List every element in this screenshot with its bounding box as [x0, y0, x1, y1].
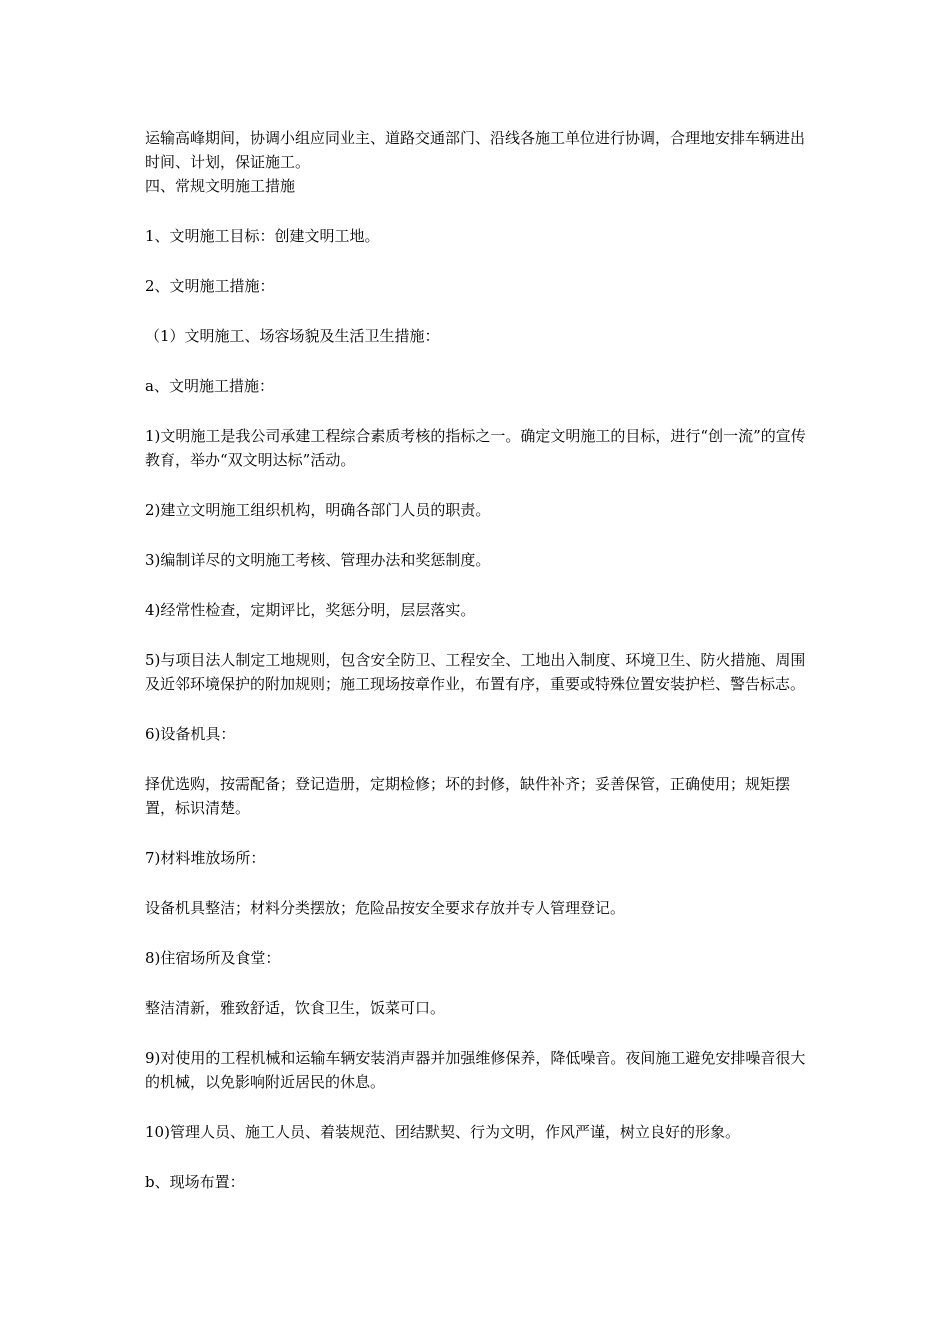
point-10: 10)管理人员、施工人员、着装规范、团结默契、行为文明，作风严谨，树立良好的形象。 [145, 1123, 740, 1141]
point-7-body: 设备机具整洁；材料分类摆放；危险品按安全要求存放并专人管理登记。 [145, 899, 626, 917]
point-9: 9)对使用的工程机械和运输车辆安装消声器并加强维修保养，降低噪音。夜间施工避免安排噪音很大的机械，以免影响附近居民的休息。 [145, 1049, 806, 1091]
point-2: 2)建立文明施工组织机构，明确各部门人员的职责。 [145, 501, 491, 519]
point-3: 3)编制详尽的文明施工考核、管理办法和奖惩制度。 [145, 551, 491, 569]
subitem-site-hygiene: （1）文明施工、场容场貌及生活卫生措施： [145, 327, 440, 345]
item-measures: 2、文明施工措施： [145, 277, 275, 295]
point-4: 4)经常性检查，定期评比，奖惩分明，层层落实。 [145, 601, 476, 619]
item-goal: 1、文明施工目标：创建文明工地。 [145, 227, 380, 245]
point-8-heading: 8)住宿场所及食堂： [145, 949, 281, 967]
subitem-a-measures: a、文明施工措施： [145, 377, 274, 395]
subitem-b-site-layout: b、现场布置： [145, 1173, 245, 1191]
point-6-body: 择优选购，按需配备；登记造册，定期检修；坏的封修，缺件补齐；妥善保管，正确使用；规矩摆置，标识清楚。 [145, 775, 791, 817]
point-1: 1)文明施工是我公司承建工程综合素质考核的指标之一。确定文明施工的目标，进行“创一流”的宣传教育，举办“双文明达标”活动。 [145, 427, 806, 469]
point-6-heading: 6)设备机具： [145, 725, 236, 743]
point-5: 5)与项目法人制定工地规则，包含安全防卫、工程安全、工地出入制度、环境卫生、防火措施、周围及近邻环境保护的附加规则；施工现场按章作业，布置有序，重要或特殊位置安装护栏、警告标志。 [145, 651, 806, 693]
section-heading-civilized-construction: 四、常规文明施工措施 [145, 177, 296, 195]
point-8-body: 整洁清新，雅致舒适，饮食卫生，饭菜可口。 [145, 999, 446, 1017]
paragraph-traffic-coordination: 运输高峰期间，协调小组应同业主、道路交通部门、沿线各施工单位进行协调，合理地安排车辆进出时间、计划，保证施工。 [145, 129, 806, 171]
document-page [145, 126, 809, 1194]
point-7-heading: 7)材料堆放场所： [145, 849, 266, 867]
